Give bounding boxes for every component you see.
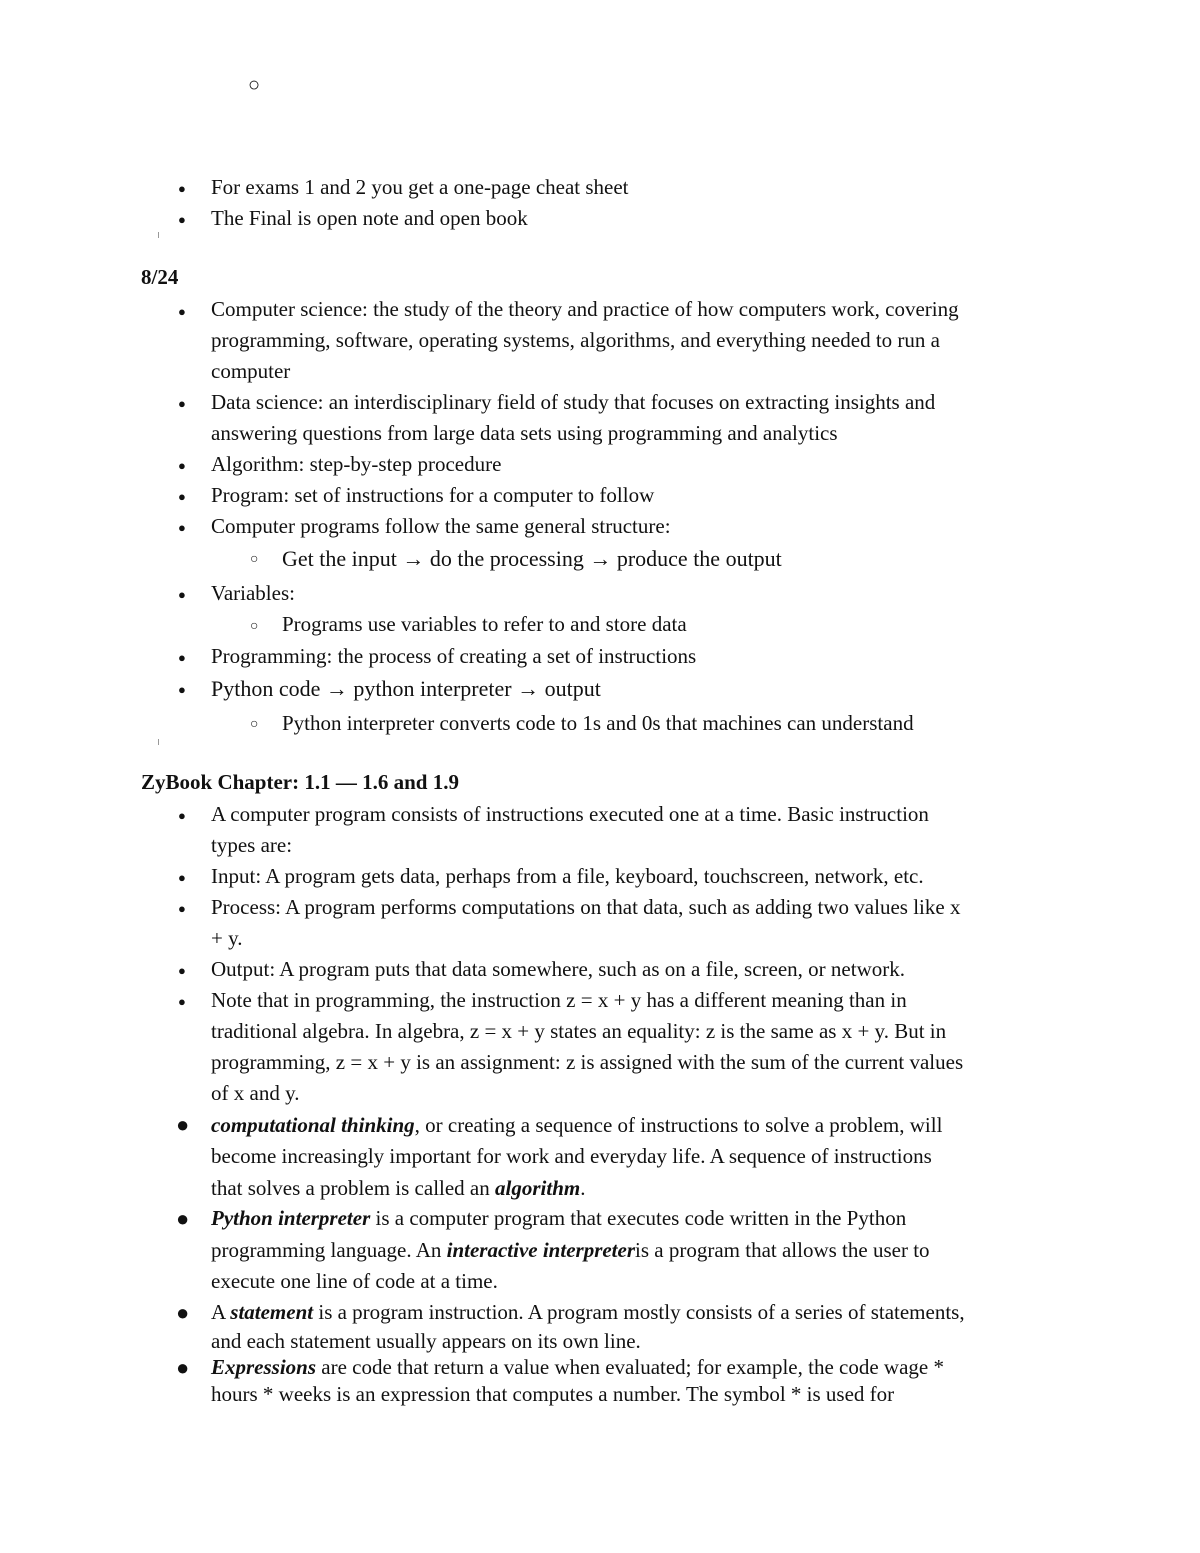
term-expressions: Expressions — [211, 1355, 317, 1379]
bullet-circle-icon: ○ — [250, 619, 259, 634]
item-output: Output: A program puts that data somewhere, such as on a file, screen, or network. — [211, 957, 905, 981]
item-computational-thinking-cont — [211, 1173, 585, 1204]
item-computational-thinking-cont: become increasingly important for work and everyday life. A sequence of instructions — [211, 1144, 932, 1168]
item-text: is a program that allows the user to — [635, 1238, 930, 1262]
term-interactive-interpreter: interactive interpreter — [446, 1238, 636, 1262]
bullet-dot-icon: ● — [178, 304, 186, 319]
term-algorithm: algorithm — [495, 1176, 581, 1200]
term-python-interpreter: Python interpreter — [211, 1206, 371, 1230]
intro-item-final: The Final is open note and open book — [211, 206, 528, 230]
item-python-interpreter-cont — [211, 1235, 930, 1266]
bullet-circle-icon: ○ — [250, 552, 259, 567]
intro-item-cheat-sheet: For exams 1 and 2 you get a one-page cheat sheet — [211, 175, 629, 199]
item-variables-sub: Programs use variables to refer to and store data — [282, 612, 687, 636]
item-text: , or creating a sequence of instructions to solve a problem, will — [414, 1113, 943, 1137]
item-text: programming language. An — [211, 1238, 447, 1262]
item-structure: Computer programs follow the same general structure: — [211, 514, 671, 538]
bullet-dot-icon: ● — [178, 808, 186, 823]
bullet-dot-icon: ● — [178, 682, 186, 697]
item-python-interpreter — [211, 1203, 906, 1234]
item-process: Process: A program performs computations on that data, such as adding two values like x — [211, 895, 961, 919]
item-expressions-cont: hours * weeks is an expression that computes a number. The symbol * is used for — [211, 1382, 895, 1406]
item-program-consists-cont: types are: — [211, 833, 293, 857]
bullet-dot-large-icon: ● — [176, 1300, 190, 1325]
item-programming: Programming: the process of creating a set of instructions — [211, 644, 697, 668]
term-computational-thinking: computational thinking — [211, 1113, 415, 1137]
item-data-science-cont: answering questions from large data sets using programming and analytics — [211, 421, 838, 445]
section-heading-824: 8/24 — [141, 265, 179, 289]
bullet-dot-icon: ● — [178, 870, 186, 885]
item-text: that solves a problem is called an — [211, 1176, 496, 1200]
item-program-consists: A computer program consists of instructions executed one at a time. Basic instruction — [211, 802, 929, 826]
bullet-dot-large-icon: ● — [176, 1206, 190, 1231]
top-circle-marker: ○ — [248, 74, 261, 96]
bullet-dot-large-icon: ● — [176, 1355, 190, 1380]
item-text: is a program instruction. A program mostly consists of a series of statements, — [313, 1300, 965, 1324]
item-text: . — [580, 1176, 586, 1200]
bullet-dot-icon: ● — [178, 489, 186, 504]
section-heading-zybook: ZyBook Chapter: 1.1 — 1.6 and 1.9 — [141, 770, 459, 794]
item-statement-cont: and each statement usually appears on its own line. — [211, 1329, 641, 1353]
item-python-flow-sub: Python interpreter converts code to 1s and 0s that machines can understand — [282, 711, 914, 735]
item-statement — [211, 1297, 965, 1328]
item-process-cont: + y. — [211, 926, 243, 950]
item-text: is a computer program that executes code written in the Python — [370, 1206, 907, 1230]
bullet-dot-icon: ● — [178, 181, 186, 196]
item-note-cont: of x and y. — [211, 1081, 300, 1105]
bullet-dot-icon: ● — [178, 458, 186, 473]
bullet-dot-icon: ● — [178, 994, 186, 1009]
bullet-dot-icon: ● — [178, 396, 186, 411]
item-input: Input: A program gets data, perhaps from a file, keyboard, touchscreen, network, etc. — [211, 864, 924, 888]
item-computational-thinking — [211, 1110, 942, 1141]
item-python-flow: Python code → python interpreter → output — [211, 676, 601, 701]
item-text: are code that return a value when evaluated; for example, the code wage * — [316, 1355, 944, 1379]
bullet-dot-large-icon: ● — [176, 1112, 190, 1137]
item-data-science: Data science: an interdisciplinary field of study that focuses on extracting insights and — [211, 390, 936, 414]
item-computer-science-cont: programming, software, operating systems, algorithms, and everything needed to run a — [211, 328, 940, 352]
item-structure-flow: Get the input → do the processing → produce the output — [282, 546, 782, 571]
bullet-dot-icon: ● — [178, 650, 186, 665]
item-note-cont: programming, z = x + y is an assignment: z is assigned with the sum of the current values — [211, 1050, 964, 1074]
item-variables: Variables: — [211, 581, 295, 605]
item-computer-science: Computer science: the study of the theory and practice of how computers work, covering — [211, 297, 959, 321]
bullet-dot-icon: ● — [178, 212, 186, 227]
bullet-dot-icon: ● — [178, 520, 186, 535]
item-note: Note that in programming, the instruction z = x + y has a different meaning than in — [211, 988, 907, 1012]
margin-tick — [158, 739, 159, 745]
item-text: A — [211, 1300, 231, 1324]
margin-tick — [158, 232, 159, 238]
item-note-cont: traditional algebra. In algebra, z = x + y states an equality: z is the same as x + y. But in — [211, 1019, 947, 1043]
item-algorithm: Algorithm: step-by-step procedure — [211, 452, 502, 476]
item-program: Program: set of instructions for a computer to follow — [211, 483, 655, 507]
bullet-circle-icon: ○ — [250, 717, 259, 732]
item-python-interpreter-cont: execute one line of code at a time. — [211, 1269, 498, 1293]
item-computer-science-cont: computer — [211, 359, 291, 383]
bullet-dot-icon: ● — [178, 963, 186, 978]
bullet-dot-icon: ● — [178, 587, 186, 602]
bullet-dot-icon: ● — [178, 901, 186, 916]
term-statement: statement — [230, 1300, 314, 1324]
